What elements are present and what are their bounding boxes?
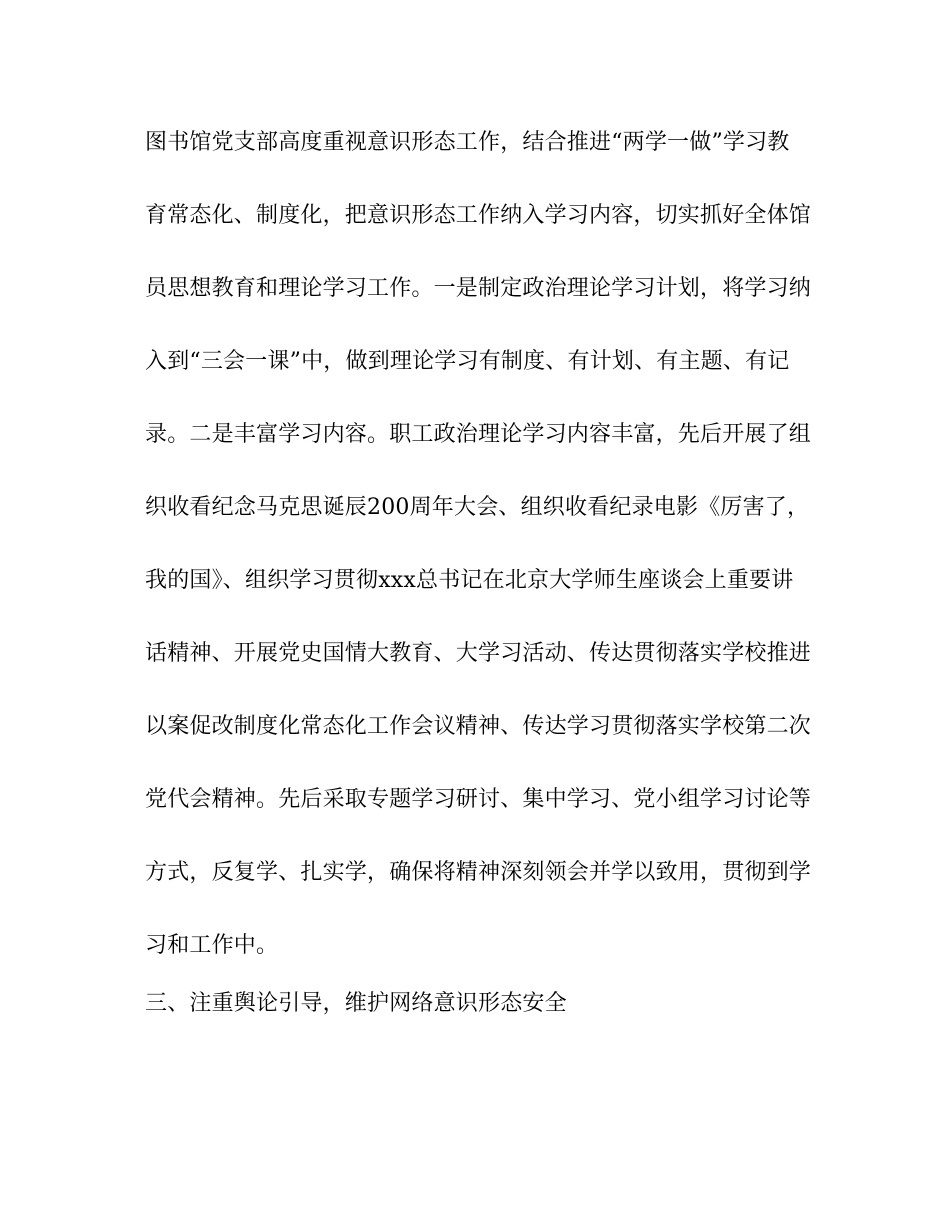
paragraph-line: 以案促改制度化常态化工作会议精神、传达学习贯彻落实学校第二次: [145, 714, 812, 739]
paragraph-line: 习和工作中。: [145, 933, 279, 958]
paragraph-line: 入到“三会一课”中，做到理论学习有制度、有计划、有主题、有记: [145, 349, 790, 374]
paragraph-line: 方式，反复学、扎实学，确保将精神深刻领会并学以致用，贯彻到学: [145, 860, 812, 885]
section-heading: 三、注重舆论引导，维护网络意识形态安全: [145, 991, 567, 1016]
paragraph-line: 织收看纪念马克思诞辰200周年大会、组织收看纪录电影《厉害了，: [145, 495, 810, 520]
paragraph-line: 话精神、开展党史国情大教育、大学习活动、传达贯彻落实学校推进: [145, 641, 812, 666]
paragraph-line: 我的国》、组织学习贯彻xxx总书记在北京大学师生座谈会上重要讲: [145, 568, 794, 593]
paragraph-line: 图书馆党支部高度重视意识形态工作，结合推进“两学一做”学习教: [145, 130, 790, 155]
paragraph-line: 录。二是丰富学习内容。职工政治理论学习内容丰富，先后开展了组: [145, 422, 812, 447]
paragraph-line: 党代会精神。先后采取专题学习研讨、集中学习、党小组学习讨论等: [145, 787, 812, 812]
paragraph-line: 员思想教育和理论学习工作。一是制定政治理论学习计划，将学习纳: [145, 276, 812, 301]
paragraph-line: 育常态化、制度化，把意识形态工作纳入学习内容，切实抓好全体馆: [145, 203, 812, 228]
